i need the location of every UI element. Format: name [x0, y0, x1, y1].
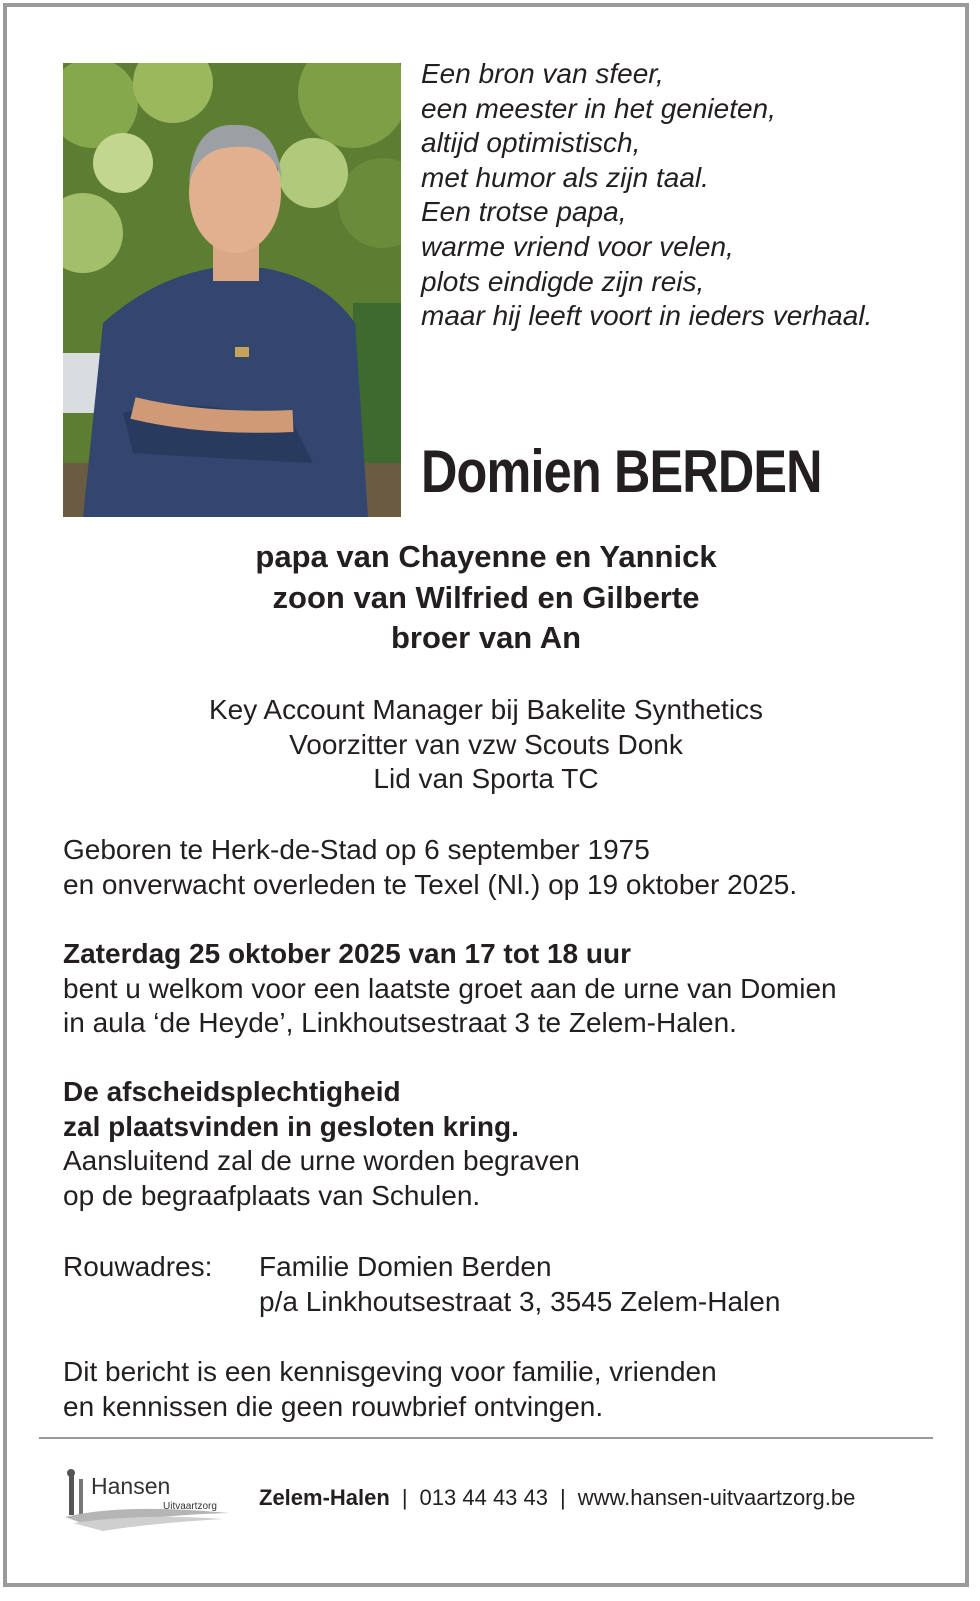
- role-line: Key Account Manager bij Bakelite Synthetics: [208, 694, 764, 725]
- role-line: Lid van Sporta TC: [373, 763, 599, 795]
- ceremony-line: op de begraafplaats van Schulen.: [63, 1179, 481, 1211]
- website-link[interactable]: www.hansen-uitvaartzorg.be: [577, 1485, 856, 1510]
- funeral-home-footer: [63, 1469, 925, 1539]
- ceremony-heading: De afscheidsplechtigheid: [63, 1076, 401, 1107]
- family-relations: [7, 537, 965, 659]
- poem: [421, 57, 872, 334]
- location: Zelem-Halen: [259, 1485, 390, 1510]
- separator: |: [401, 1485, 408, 1510]
- relation-line: zoon van Wilfried en Gilberte: [272, 579, 700, 615]
- contact-line: [259, 1485, 855, 1511]
- deceased-name: Domien BERDEN: [421, 438, 822, 505]
- hansen-logo: [63, 1469, 233, 1535]
- poem-line: Een bron van sfeer,: [421, 58, 664, 89]
- relation-line: papa van Chayenne en Yannick: [255, 539, 717, 574]
- birth-death-info: [63, 833, 797, 902]
- visitation-info: [63, 937, 837, 1041]
- address-line: p/a Linkhoutsestraat 3, 3545 Zelem-Halen: [259, 1285, 781, 1317]
- visitation-heading: Zaterdag 25 oktober 2025 van 17 tot 18 uur: [63, 938, 631, 969]
- poem-line: altijd optimistisch,: [421, 127, 641, 159]
- visitation-line: in aula ‘de Heyde’, Linkhoutsestraat 3 te Zelem-Halen.: [63, 1007, 737, 1039]
- relation-line: broer van An: [390, 620, 582, 655]
- notice-text: [63, 1355, 717, 1424]
- notice-line: Dit bericht is een kennisgeving voor familie, vrienden: [63, 1356, 717, 1387]
- logo-subtitle: Uitvaartzorg: [163, 1501, 217, 1512]
- poem-line: een meester in het genieten,: [421, 92, 776, 124]
- visitation-line: bent u welkom voor een laatste groet aan de urne van Domien: [63, 972, 837, 1004]
- roles: [7, 693, 965, 797]
- ceremony-heading: zal plaatsvinden in gesloten kring.: [63, 1110, 519, 1142]
- separator: |: [560, 1485, 566, 1510]
- poem-line: warme vriend voor velen,: [421, 230, 734, 262]
- address-lines: [259, 1250, 780, 1319]
- address-line: Familie Domien Berden: [259, 1251, 552, 1282]
- poem-line: Een trotse papa,: [421, 196, 627, 228]
- death-notice: [3, 3, 969, 1587]
- portrait-illustration: [63, 63, 401, 517]
- poem-line: plots eindigde zijn reis,: [421, 265, 705, 297]
- address-label: Rouwadres:: [63, 1251, 213, 1282]
- ceremony-line: Aansluitend zal de urne worden begraven: [63, 1145, 580, 1177]
- poem-line: maar hij leeft voort in ieders verhaal.: [421, 300, 873, 332]
- phone-number[interactable]: 013 44 43 43: [419, 1485, 549, 1510]
- footer-divider: [39, 1437, 933, 1439]
- birth-line: Geboren te Herk-de-Stad op 6 september 1975: [63, 834, 650, 865]
- portrait-photo: [63, 63, 401, 517]
- notice-line: en kennissen die geen rouwbrief ontvingen.: [63, 1390, 604, 1422]
- ceremony-info: [63, 1075, 580, 1213]
- role-line: Voorzitter van vzw Scouts Donk: [289, 728, 683, 760]
- logo-name: Hansen: [91, 1473, 171, 1499]
- death-line: en onverwacht overleden te Texel (Nl.) op 19 oktober 2025.: [63, 868, 798, 900]
- poem-line: met humor als zijn taal.: [421, 161, 709, 193]
